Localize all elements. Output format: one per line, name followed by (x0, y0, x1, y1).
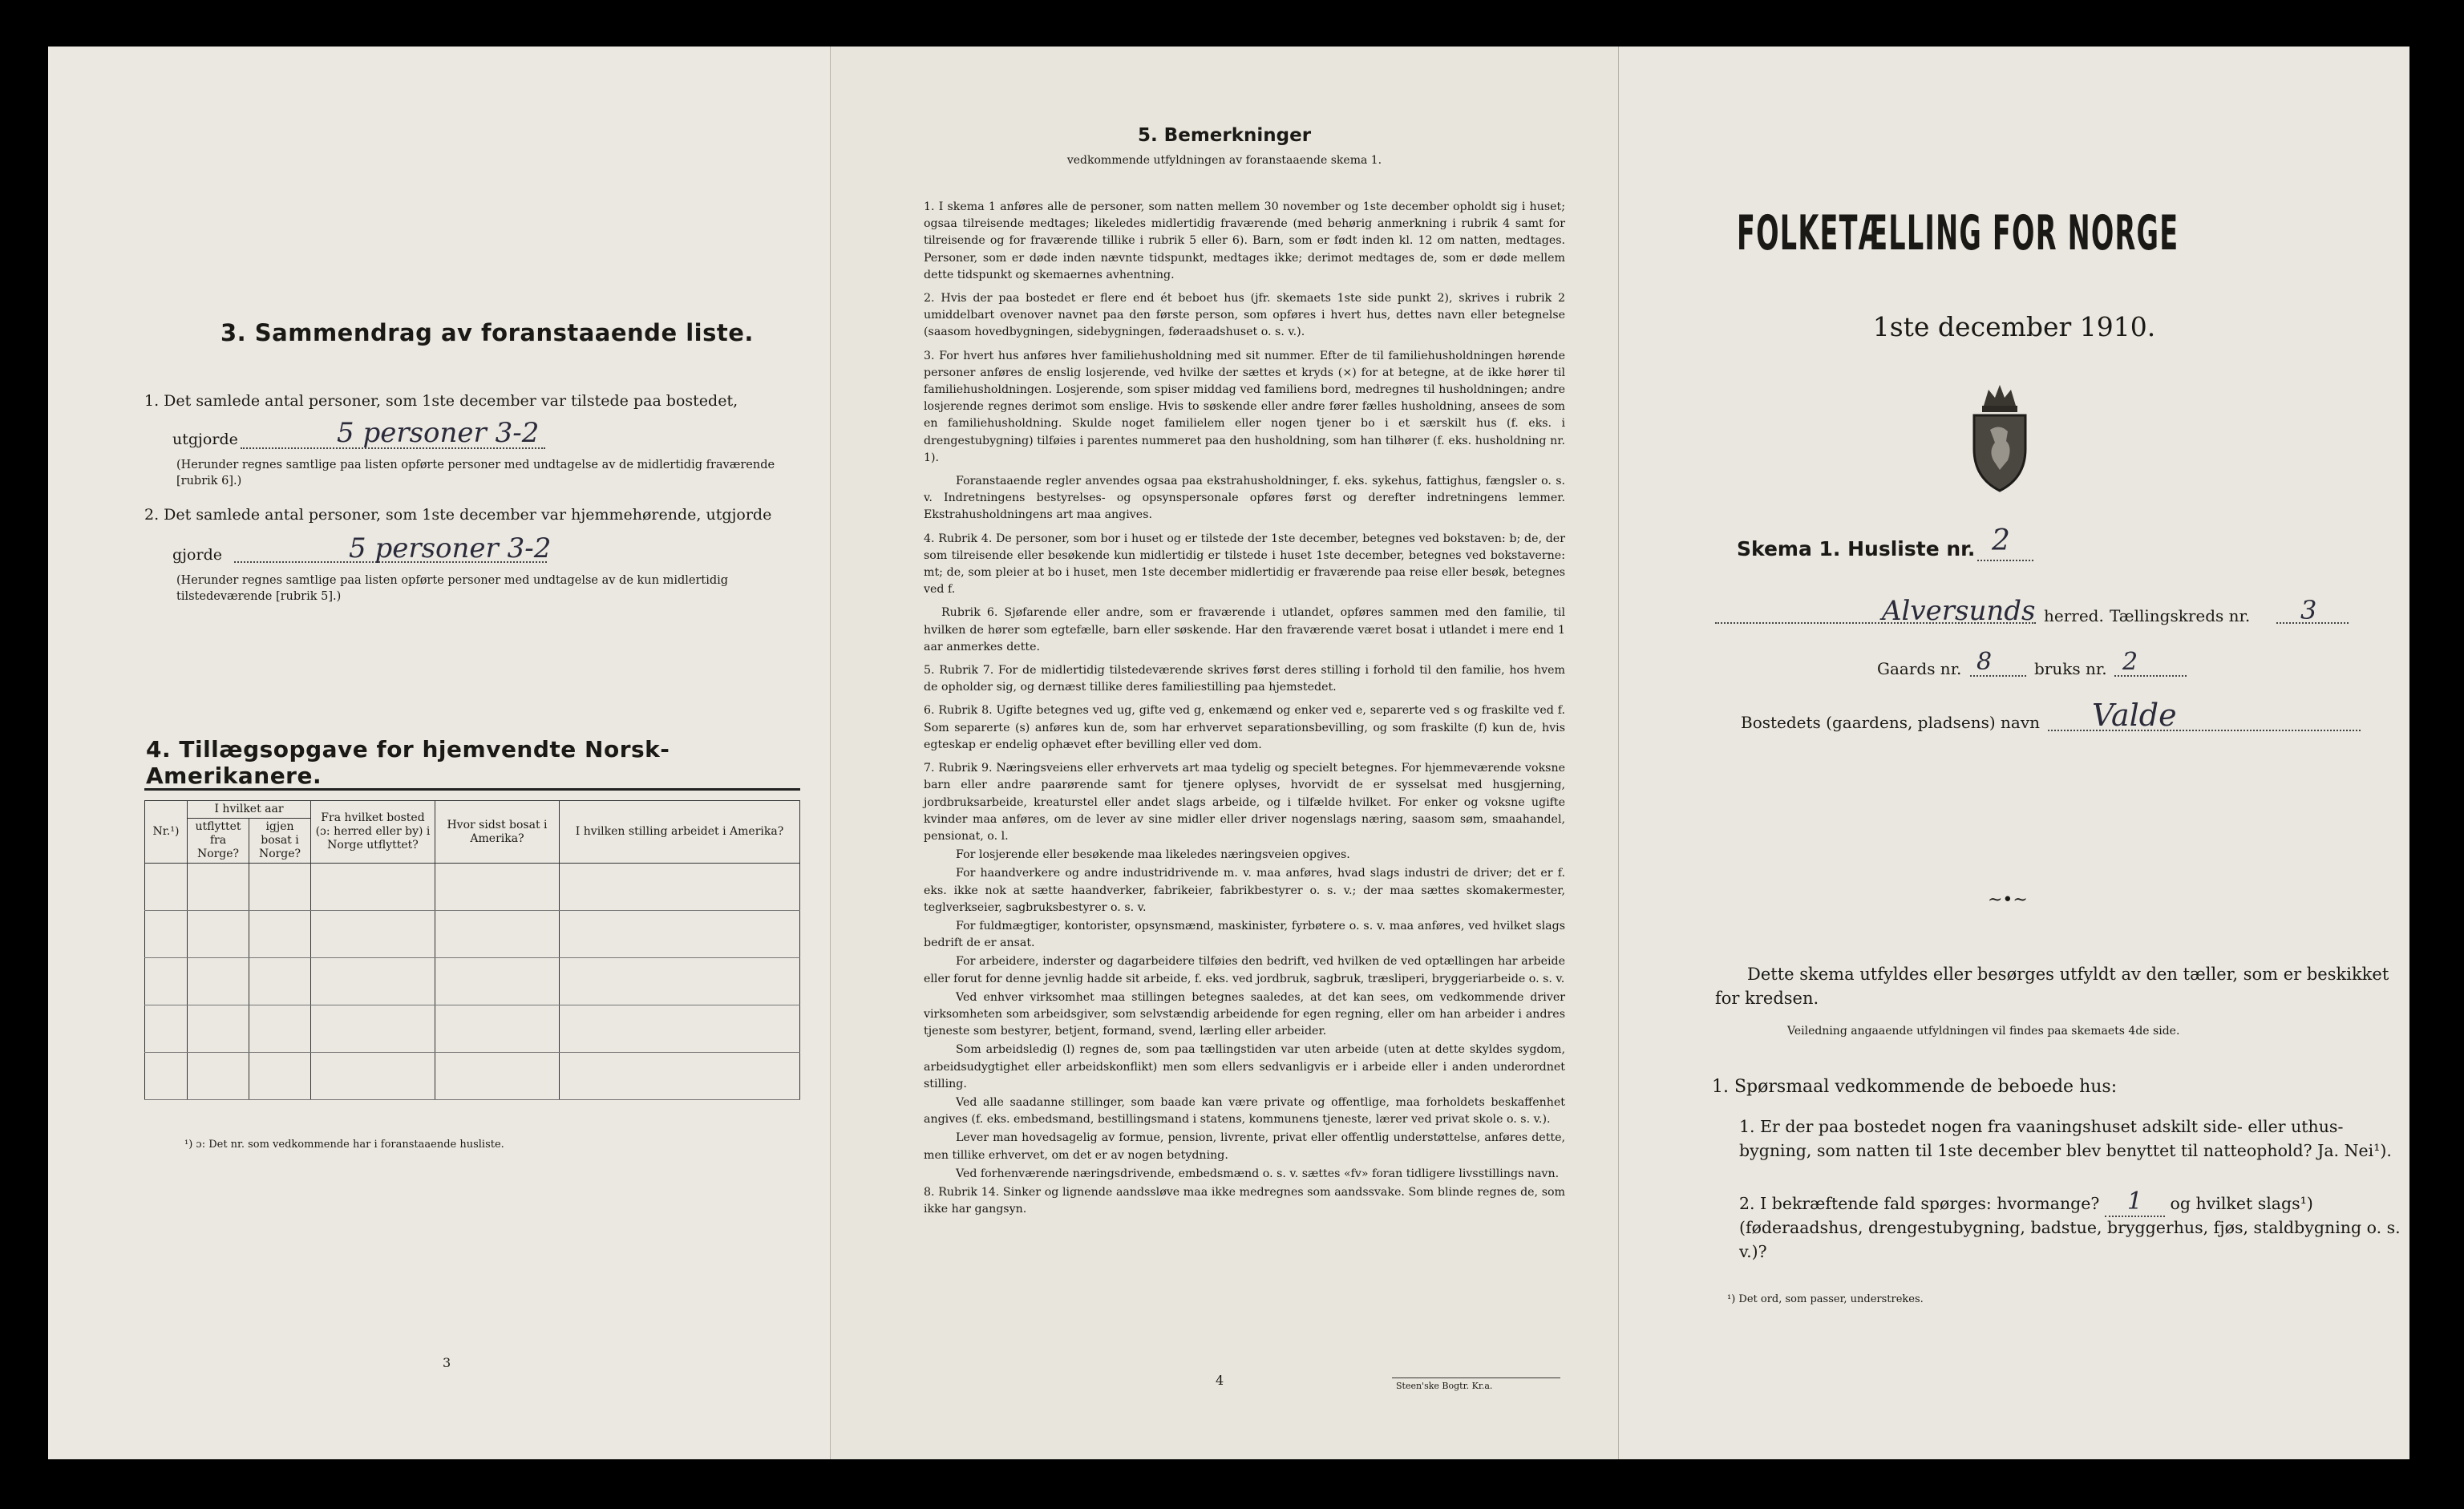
gaards-label: Gaards nr. (1877, 659, 1962, 678)
husliste-dots (1977, 560, 2033, 561)
questions-heading: 1. Spørsmaal vedkommende de beboede hus: (1712, 1077, 2118, 1097)
remark-3b: Foranstaaende regler anvendes ogsaa paa ekstrahusholdninger, f. eks. sykehus, fattighus, fængsler o. s. v. Indretningens bestyrelses- og opsynspersonale opføres først og derefter indretningens lemmer. Ekstrahusholdningens art maa angives. (924, 475, 1565, 522)
item2-handwritten: 5 personer 3-2 (349, 532, 552, 564)
remark-7e: For arbeidere, inderster og dagarbeidere tilføies den bedrift, ved hvilken de ved optællingen har arbeide eller forut for denne jevnlig hadde sit arbeide, f. eks. ved jordbruk, sagbruk, træsliperi, bryggeriarbeide o. s. v. (924, 955, 1565, 985)
question-2-rest: og hvilket slags¹) (føderaadshus, drengestubygning, badstue, bryggerhus, fjøs, staldbygning o. s. v.)? (1739, 1194, 2401, 1261)
table-row (145, 864, 800, 911)
herred-label: herred. (2044, 606, 2104, 625)
page-number-3: 3 (443, 1355, 451, 1370)
item2-text: 2. Det samlede antal personer, som 1ste december var hjemmehørende, utgjorde (144, 506, 772, 524)
table-row (145, 958, 800, 1005)
remark-1: 1. I skema 1 anføres alle de personer, som natten mellem 30 november og 1ste december opholdt sig i huset; ogsaa tilreisende medtages; likeledes midlertidig fraværende (med behørig anmerkning i rubrik 4 samt for tilreisende og for fraværende tillike i rubrik 5 eller 6). Barn, som er født inden kl. 12 om natten, medtages. Personer, som er døde inden nævnte tidspunkt, medtages ikke; derimot medtages de, som er døde mellem dette tidspunkt og skemaernes avhentning. (924, 200, 1565, 281)
item2-label: gjorde (172, 546, 222, 564)
schema-label: Skema 1. Husliste nr. (1737, 537, 1976, 560)
remark-8: 8. Rubrik 14. Sinker og lignende aandssløve maa ikke medregnes som aandssvake. Som blinde regnes de, som ikke har gangsyn. (924, 1185, 1565, 1216)
ornament-icon: ~•~ (1988, 890, 2028, 910)
question-2-start: 2. I bekræftende fald spørges: hvormange? (1739, 1194, 2100, 1213)
item2-note: (Herunder regnes samtlige paa listen opførte personer med undtagelse av de kun midlertidig tilstedeværende [rubrik 5].) (176, 574, 729, 603)
remark-7i: Lever man hovedsagelig av formue, pension, livrente, privat eller offentlig understøttelse, anføres dette, men tillike erhvervet, om det er av nogen betydning. (924, 1131, 1565, 1162)
remark-7h: Ved alle saadanne stillinger, som baade kan være private og offentlige, maa forholdets beskaffenhet angives (f. eks. embedsmand, bestillingsmand i statens, kommunens tjeneste, lærer ved privat skole o. s. v.). (924, 1095, 1565, 1127)
right-page (1619, 47, 2409, 1459)
remarks-body (924, 199, 1565, 1224)
question-2-handwritten: 1 (2105, 1187, 2165, 1217)
header-nr: Nr.¹) (145, 801, 188, 864)
question-2 (1739, 1187, 2401, 1264)
question-1: 1. Er der paa bostedet nogen fra vaaningshuset adskilt side- eller uthus-bygning, som natten til 1ste december blev benyttet til natteophold? Ja. Nei¹). (1739, 1117, 2392, 1160)
bosted-handwritten: Valde (2092, 698, 2177, 733)
bemerkninger-subtitle: vedkommende utfyldningen av foranstaaende skema 1. (1066, 154, 1382, 167)
bosted-label: Bostedets (gaardens, pladsens) navn (1741, 713, 2040, 732)
table-row (145, 911, 800, 958)
page1-footnote: ¹) Det ord, som passer, understrekes. (1727, 1293, 1924, 1305)
item1-text: 1. Det samlede antal personer, som 1ste december var tilstede paa bostedet, (144, 392, 738, 410)
remark-6: 6. Rubrik 8. Ugifte betegnes ved ug, gifte ved g, enkemænd og enker ved e, separerte ved s og fraskilte ved f. Som separerte (s) anføres kun de, som har erhvervet separationsbevilling, og som fraskilte (f) kun de, hvis egteskap er endelig ophævet efter bevilling eller ved dom. (924, 704, 1565, 751)
remark-7j: Ved forhenværende næringsdrivende, embedsmænd o. s. v. sættes «fv» foran tidligere livsstillings navn. (956, 1167, 1560, 1180)
table-footnote: ¹) ɔ: Det nr. som vedkommende har i foranstaaende husliste. (184, 1139, 504, 1151)
guidance-text: Veiledning angaaende utfyldningen vil findes paa skemaets 4de side. (1787, 1025, 2180, 1038)
remark-3: 3. For hvert hus anføres hver familiehusholdning med sit nummer. Efter de til familiehusholdningen hørende personer anføres de enslig losjerende, ved hvilke der sættes et kryds (×) for at betegne, at de ikke hører til familiehusholdningen. Losjerende, som spiser middag ved familiens bord, medregnes til husholdningen; andre losjerende regnes derimot som enslige. Hvis to søskende eller andre fører fælles husholdning, ansees de som en familiehusholdning. Skulde noget familielem eller nogen tjener bo i et særskilt hus (f. eks. i drengestubygning) tilføies i parentes nummeret paa den husholdning, som han tilhører (f. eks. husholdning nr. 1). (924, 349, 1565, 464)
section3-title: 3. Sammendrag av foranstaaende liste. (221, 319, 754, 346)
remark-7: 7. Rubrik 9. Næringsveiens eller erhvervets art maa tydelig og specielt betegnes. For hjemmeværende voksne barn eller andre paarørende samt for tjenere oplyses, hvorvidt de er sysselsat med husgjerning, jordbruksarbeide, kreaturstel eller andet slags arbeide, og i tilfælde hvilket. For enker og voksne ugifte kvinder maa anføres, om de lever av sine midler eller driver nogenslags næring, saasom søm, smaahandel, pensionat, o. l. (924, 762, 1565, 843)
middle-page (831, 47, 1618, 1459)
header-utflyttet: utflyttet fra Norge? (188, 819, 249, 864)
bemerkninger-title: 5. Bemerkninger (1137, 125, 1312, 146)
remark-7b: For losjerende eller besøkende maa likeledes næringsveien opgives. (956, 848, 1350, 862)
remark-7g: Som arbeidsledig (l) regnes de, som paa tællingstiden var uten arbeide (uten at dette skyldes sygdom, arbeidsudygtighet eller arbeidskonflikt) men som ellers sedvanligvis er i arbeide eller i anden underordnet stilling. (924, 1043, 1565, 1090)
herred-handwritten: Alversunds (1882, 595, 2036, 627)
remark-7c: For haandverkere og andre industridrivende m. v. maa anføres, hvad slags industri de driver; det er f. eks. ikke nok at sætte haandverker, fabrikeier, fabrikbestyrer o. s. v.; der maa sættes skomakermester, teglverkseier, sagbruksbestyrer o. s. v. (924, 867, 1565, 914)
remark-5: 5. Rubrik 7. For de midlertidig tilstedeværende skrives først deres stilling i forhold til den familie, hos hvem de opholder sig, og dernæst tillike deres familiestilling paa hjemstedet. (924, 664, 1565, 694)
bruks-nr-handwritten: 2 (2122, 648, 2138, 676)
folketaelling-title: FOLKETÆLLING FOR NORGE (1737, 205, 2179, 261)
header-i-hvilket-aar: I hvilket aar (188, 801, 311, 819)
section4-rule (144, 788, 800, 791)
remark-4b: Rubrik 6. Sjøfarende eller andre, som er fraværende i utlandet, opføres sammen med den familie, til hvilken de hører som egtefælle, barn eller søskende. Har den fraværende været bosat i utlandet i mere end 1 aar anmerkes dette. (924, 606, 1565, 653)
remark-4: 4. Rubrik 4. De personer, som bor i huset og er tilstede der 1ste december, betegnes ved bokstaven: b; de, der som tilreisende eller besøkende kun midlertidig er tilstede i huset 1ste december, betegnes ved bokstaverne: mt; de, som pleier at bo i huset, men 1ste december midlertidig er fraværende paa reise eller besøk, betegnes ved f. (924, 532, 1565, 597)
norsk-amerikanere-table (144, 800, 800, 1100)
table-row (145, 1053, 800, 1100)
census-date: 1ste december 1910. (1872, 311, 2156, 342)
husliste-nr-handwritten: 2 (1992, 524, 2010, 557)
left-page (48, 47, 830, 1459)
remark-7d: For fuldmægtiger, kontorister, opsynsmænd, maskinister, fyrbøtere o. s. v. maa anføres, ved hvilket slags bedrift de er ansat. (924, 919, 1565, 950)
bruks-label: bruks nr. (2034, 659, 2107, 678)
table-row (145, 1005, 800, 1053)
kreds-nr-handwritten: 3 (2300, 595, 2317, 625)
kreds-label: Tællingskreds nr. (2110, 606, 2251, 625)
instruction-text: Dette skema utfyldes eller besørges utfyldt av den tæller, som er beskikket for kredsen. (1715, 965, 2389, 1008)
section4-title: 4. Tillægsopgave for hjemvendte Norsk-Amerikanere. (146, 736, 670, 789)
header-igjen-bosat: igjen bosat i Norge? (249, 819, 311, 864)
norway-coat-of-arms-icon (1960, 383, 2040, 492)
item1-note: (Herunder regnes samtlige paa listen opførte personer med undtagelse av de midlertidig fraværende [rubrik 6].) (176, 459, 775, 487)
header-fra-hvilket-bosted: Fra hvilket bosted (ɔ: herred eller by) i Norge utflyttet? (311, 801, 435, 864)
gaards-nr-handwritten: 8 (1976, 648, 1993, 676)
item1-handwritten: 5 personer 3-2 (337, 417, 540, 449)
header-hvor-sidst-bosat: Hvor sidst bosat i Amerika? (435, 801, 560, 864)
remark-2: 2. Hvis der paa bostedet er flere end ét beboet hus (jfr. skemaets 1ste side punkt 2), skrives i rubrik 2 umiddelbart ovenover navnet paa den første person, som opføres i hvert hus, dettes navn eller betegnelse (saasom hovedbygningen, sidebygningen, føderaadshuset o. s. v.). (924, 292, 1565, 339)
page-number-4: 4 (1216, 1373, 1224, 1388)
remark-7f: Ved enhver virksomhet maa stillingen betegnes saaledes, at det kan sees, om vedkommende driver virksomheten som arbeidsgiver, som selvstændig arbeidende for egen regning, eller om han arbeider i andres tjeneste som bestyrer, betjent, formand, svend, lærling eller arbeider. (924, 990, 1565, 1038)
header-stilling: I hvilken stilling arbeidet i Amerika? (560, 801, 800, 864)
item1-label: utgjorde (172, 431, 238, 448)
printer-imprint: Steen'ske Bogtr. Kr.a. (1396, 1381, 1493, 1391)
